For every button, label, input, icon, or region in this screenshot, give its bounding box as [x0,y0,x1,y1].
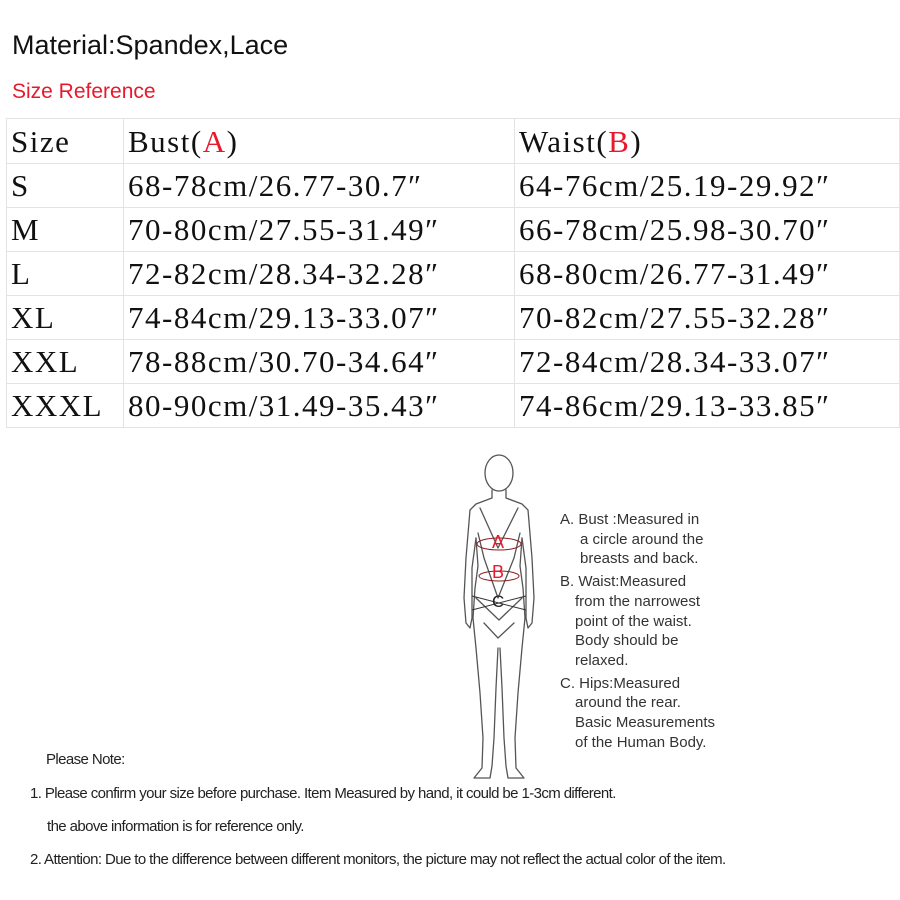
body-measurement-figure [456,448,566,783]
cell-size: M [7,208,124,252]
note-a-line: A. Bust :Measured in [560,511,700,528]
note-c-line: C. Hips:Measured [560,674,681,692]
table-row [7,340,900,384]
cell-size: S [7,164,124,208]
header-waist-label: Waist [519,123,597,159]
cell-waist: 68-80cm/26.77-31.49″ [515,252,900,296]
size-reference-heading: Size Reference [12,80,156,103]
cell-bust: 70-80cm/27.55-31.49″ [124,208,515,252]
figure-label-c: C [492,592,505,611]
please-note-item-1: 1. Please confirm your size before purchase. Item Measured by hand, it could be 1-3cm different. [30,785,616,802]
measurement-notes [560,510,715,755]
please-note-title: Please Note: [46,751,125,768]
figure-head [485,455,513,491]
size-table [6,118,900,428]
table-row [7,384,900,428]
note-c-line: Basic Measurements [575,714,716,732]
cell-bust: 72-82cm/28.34-32.28″ [124,252,515,296]
cell-size: L [7,252,124,296]
please-note-item-2: 2. Attention: Due to the difference between different monitors, the picture may not reflect the actual color of the item. [30,851,726,868]
cell-size: XXXL [7,384,124,428]
table-row [7,208,900,252]
table-row [7,296,900,340]
cell-bust: 80-90cm/31.49-35.43″ [124,384,515,428]
cell-waist: 72-84cm/28.34-33.07″ [515,340,900,384]
cell-waist: 66-78cm/25.98-30.70″ [515,208,900,252]
header-waist-paren-close: ) [630,123,643,159]
note-b-line: relaxed. [575,651,629,669]
cell-bust: 68-78cm/26.77-30.7″ [124,164,515,208]
note-c-line: around the rear. [575,694,681,712]
table-header-row [7,119,900,164]
material-heading: Material:Spandex,Lace [12,30,289,60]
figure-label-a: A [492,532,505,552]
note-b-line: point of the waist. [575,612,692,630]
cell-waist: 64-76cm/25.19-29.92″ [515,164,900,208]
header-waist-letter: B [608,123,631,159]
table-row [7,252,900,296]
note-c-line: of the Human Body. [575,733,707,751]
note-b-line: Body should be [575,632,679,650]
cell-waist: 70-82cm/27.55-32.28″ [515,296,900,340]
header-bust-letter: A [202,123,227,159]
note-a-line: a circle around the [580,530,704,548]
note-b-line: from the narrowest [575,592,701,610]
header-bust-paren-close: ) [226,123,239,159]
header-waist-paren-open: ( [596,123,609,159]
header-bust-label: Bust [128,123,191,159]
note-b-line: B. Waist:Measured [560,573,687,591]
header-bust [124,119,515,164]
header-bust-paren-open: ( [190,123,203,159]
note-a-line: breasts and back. [580,550,699,568]
cell-bust: 74-84cm/29.13-33.07″ [124,296,515,340]
cell-waist: 74-86cm/29.13-33.85″ [515,384,900,428]
cell-size: XXL [7,340,124,384]
cell-bust: 78-88cm/30.70-34.64″ [124,340,515,384]
header-waist [515,119,900,164]
header-size: Size [7,119,124,164]
cell-size: XL [7,296,124,340]
please-note-item-1-cont: the above information is for reference only. [47,818,304,835]
table-row [7,164,900,208]
figure-label-b: B [492,562,505,582]
